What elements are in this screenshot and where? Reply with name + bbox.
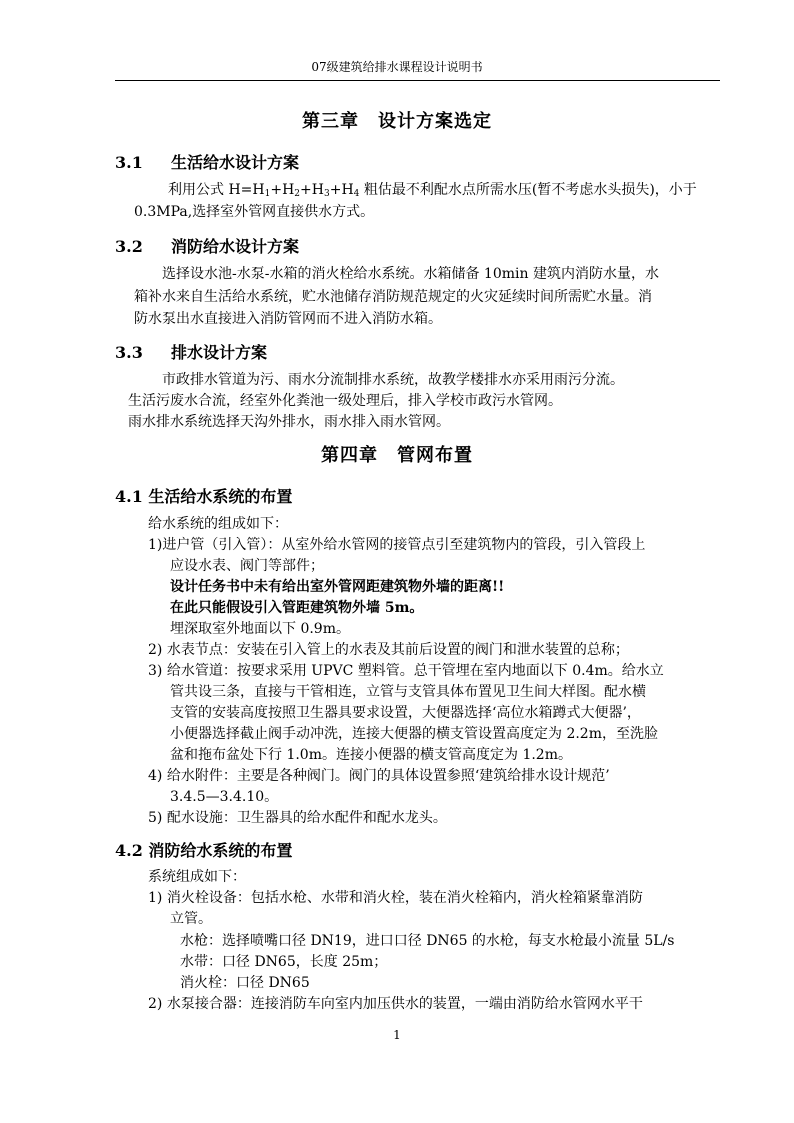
subscript: 2 [294, 189, 301, 199]
paragraph-line: 生活污废水合流，经室外化粪池一级处理后，排入学校市政污水管网。 [128, 393, 562, 409]
bold-note: 在此只能假设引入管距建筑物外墙 5m。 [170, 600, 424, 616]
text: +H [300, 182, 324, 198]
list-item-continuation: 立管。 [170, 911, 212, 927]
subscript: 4 [353, 189, 360, 199]
section-3-2-heading [115, 234, 299, 257]
list-item: 1) 消火栓设备：包括水枪、水带和消火栓，装在消火栓箱内，消火栓箱紧靠消防 [148, 890, 643, 906]
section-4-1-heading: 4.1 生活给水系统的布置 [115, 487, 293, 506]
section-number: 3.3 [115, 343, 143, 362]
section-title: 消防给水设计方案 [171, 237, 300, 256]
header-rule [115, 80, 720, 81]
list-item: 5) 配水设施：卫生器具的给水配件和配水龙头。 [148, 810, 447, 826]
list-item-continuation: 小便器选择截止阀手动冲洗，连接大便器的横支管设置高度定为 2.2m，至洗脸 [170, 726, 658, 742]
paragraph-line: 选择设水池-水泵-水箱的消火栓给水系统。水箱储备 10min 建筑内消防水量，水 [162, 266, 659, 282]
subscript: 1 [264, 189, 271, 199]
text: +H [270, 182, 295, 198]
paragraph-line: 给水系统的组成如下： [148, 516, 288, 532]
section-3-3-heading [115, 340, 267, 363]
paragraph-line: 系统组成如下： [148, 869, 246, 885]
list-item: 1)进户管（引入管）：从室外给水管网的接管点引至建筑物内的管段，引入管段上 [148, 537, 646, 553]
bold-note: 设计任务书中未有给出室外管网距建筑物外墙的距离!! [170, 579, 505, 595]
subscript: 3 [323, 189, 330, 199]
section-title: 排水设计方案 [171, 343, 268, 362]
list-item: 2) 水表节点：安装在引入管上的水表及其前后设置的阀门和泄水装置的总称； [148, 642, 629, 658]
section-number: 3.1 [115, 153, 143, 172]
list-item-continuation: 消火栓：口径 DN65 [180, 975, 310, 991]
paragraph-line: 0.3MPa,选择室外管网直接供水方式。 [134, 204, 375, 220]
list-item-continuation: 水带：口径 DN65，长度 25m； [180, 954, 388, 970]
list-item-continuation: 盆和拖布盆处下行 1.0m。连接小便器的横支管高度定为 1.2m。 [170, 747, 572, 763]
chapter-3-title: 第三章 设计方案选定 [302, 111, 492, 132]
list-item-continuation: 应设水表、阀门等部件； [170, 558, 324, 574]
section-3-1-heading [115, 150, 299, 173]
section-4-2-heading: 4.2 消防给水系统的布置 [115, 841, 293, 860]
list-item: 4) 给水附件：主要是各种阀门。阀门的具体设置参照‘建筑给排水设计规范’ [148, 768, 610, 784]
list-item-continuation: 3.4.5—3.4.10。 [170, 789, 279, 805]
list-item-continuation: 水枪：选择喷嘴口径 DN19，进口口径 DN65 的水枪，每支水枪最小流量 5L/s [180, 933, 675, 949]
section-title: 生活给水设计方案 [171, 153, 300, 172]
paragraph-line: 雨水排水系统选择天沟外排水，雨水排入雨水管网。 [128, 414, 450, 430]
section-number: 3.2 [115, 237, 143, 256]
list-item-continuation: 支管的安装高度按照卫生器具要求设置，大便器选择‘高位水箱蹲式大便器’， [170, 705, 641, 721]
chapter-4-title: 第四章 管网布置 [321, 445, 473, 466]
text: 利用公式 H=H [168, 182, 265, 198]
list-item-continuation: 埋深取室外地面以下 0.9m。 [170, 621, 350, 637]
page-header: 07级建筑给排水课程设计说明书 [311, 60, 483, 74]
list-item: 2) 水泵接合器：连接消防车向室内加压供水的装置，一端由消防给水管网水平干 [148, 996, 643, 1012]
paragraph-line: 箱补水来自生活给水系统，贮水池储存消防规范规定的火灾延续时间所需贮水量。消 [134, 289, 652, 305]
list-item: 3) 给水管道：按要求采用 UPVC 塑料管。总干管埋在室内地面以下 0.4m。给水立 [148, 663, 664, 679]
list-item-continuation: 管共设三条，直接与干管相连，立管与支管具体布置见卫生间大样图。配水横 [170, 684, 646, 700]
text: 粗估最不利配水点所需水压(暂不考虑水头损失)，小于 [359, 182, 697, 198]
paragraph-line: 防水泵出水直接进入消防管网而不进入消防水箱。 [134, 311, 442, 327]
paragraph-line: 市政排水管道为污、雨水分流制排水系统，故教学楼排水亦采用雨污分流。 [162, 372, 624, 388]
page-number: 1 [393, 1028, 401, 1042]
text: +H [329, 182, 354, 198]
